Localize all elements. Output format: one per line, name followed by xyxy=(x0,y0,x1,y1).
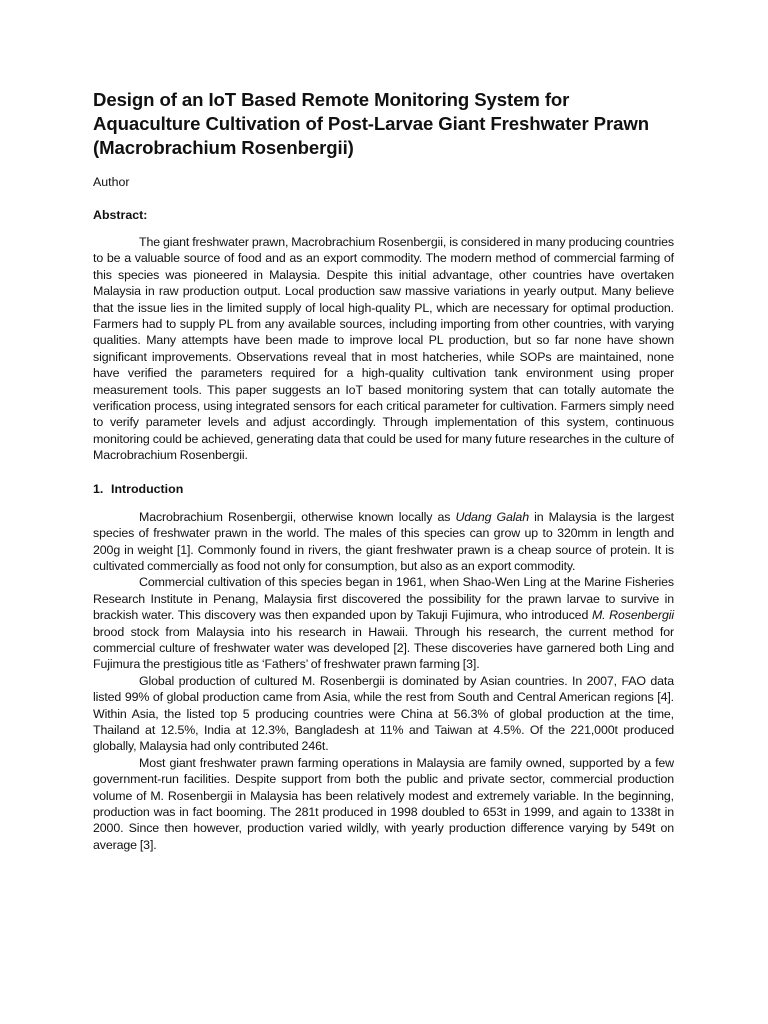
section-title: Introduction xyxy=(111,481,184,496)
intro-p2-italic: M. Rosenbergii xyxy=(591,608,674,623)
intro-p2-text-b: brood stock from Malaysia into his research in Hawaii. Through his research, the current method for commercial culture of freshwater water was developed [2]. These discoveries have garnered both Ling and Fujimura the prestigious title as ‘Fathers’ of freshwater prawn farming [3]. xyxy=(93,624,674,672)
intro-paragraph-1 xyxy=(93,509,674,575)
intro-p1-text-b: in Malaysia is the largest species of freshwater prawn in the world. The males of this species can grow up to 320mm in length and 200g in weight [1]. Commonly found in rivers, the giant freshwater prawn is a cheap source of protein. It is cultivated commercially as food not only for consumption, but also as an export commodity. xyxy=(93,509,674,573)
document-page xyxy=(93,88,674,853)
intro-paragraph-2 xyxy=(93,574,674,672)
abstract-heading: Abstract: xyxy=(93,208,148,222)
intro-paragraph-3: Global production of cultured M. Rosenbergii is dominated by Asian countries. In 2007, FAO data listed 99% of global production came from Asia, while the rest from South and Central American regions [4]. Within Asia, the listed top 5 producing countries were China at 56.3% of global production at the time, Thailand at 12.5%, India at 12.3%, Bangladesh at 11% and Taiwan at 4.5%. Of the 221,000t produced globally, Malaysia had only contributed 246t. xyxy=(93,673,674,754)
intro-paragraph-4: Most giant freshwater prawn farming operations in Malaysia are family owned, supported by a few government-run facilities. Despite support from both the public and private sector, commercial production volume of M. Rosenbergii in Malaysia has been relatively modest and extremely variable. In the beginning, production was in fact booming. The 281t produced in 1998 doubled to 653t in 1999, and again to 1338t in 2000. Since then however, production varied wildly, with yearly production difference varying by 549t on average [3]. xyxy=(93,755,674,852)
intro-p2-text-a: Commercial cultivation of this species began in 1961, when Shao-Wen Ling at the Marine Fisheries Research Institute in Penang, Malaysia first discovered the possibility for the prawn larvae to survive in brackish water. This discovery was then expanded upon by Takuji Fujimura, who introduced xyxy=(93,575,674,623)
section-heading-introduction xyxy=(93,481,674,497)
section-number: 1. xyxy=(93,481,104,496)
intro-p1-italic: Udang Galah xyxy=(455,509,529,524)
author-line: Author xyxy=(93,175,130,189)
intro-p1-text-a: Macrobrachium Rosenbergii, otherwise known locally as xyxy=(139,509,456,524)
paper-title: Design of an IoT Based Remote Monitoring System for Aquaculture Cultivation of Post-Larvae Giant Freshwater Prawn (Macrobrachium Rosenbergii) xyxy=(93,89,649,158)
abstract-paragraph: The giant freshwater prawn, Macrobrachium Rosenbergii, is considered in many producing countries to be a valuable source of food and as an export commodity. The modern method of commercial farming of this species was pioneered in Malaysia. Despite this initial advantage, other countries have overtaken Malaysia in raw production output. Local production saw massive variations in yearly output. Many believe that the issue lies in the limited supply of local high-quality PL, which are necessary for optimal production. Farmers had to supply PL from any available sources, including importing from other countries, with varying qualities. Many attempts have been made to improve local PL production, but so far none have shown significant improvements. Observations reveal that in most hatcheries, while SOPs are maintained, none have verified the parameters required for a high-quality cultivation tank environment using proper measurement tools. This paper suggests an IoT based monitoring system that can totally automate the verification process, using integrated sensors for each critical parameter for cultivation. Farmers simply need to verify parameter levels and adjust accordingly. Through implementation of this system, continuous monitoring could be achieved, generating data that could be used for many future researches in the culture of Macrobrachium Rosenbergii. xyxy=(93,235,674,463)
